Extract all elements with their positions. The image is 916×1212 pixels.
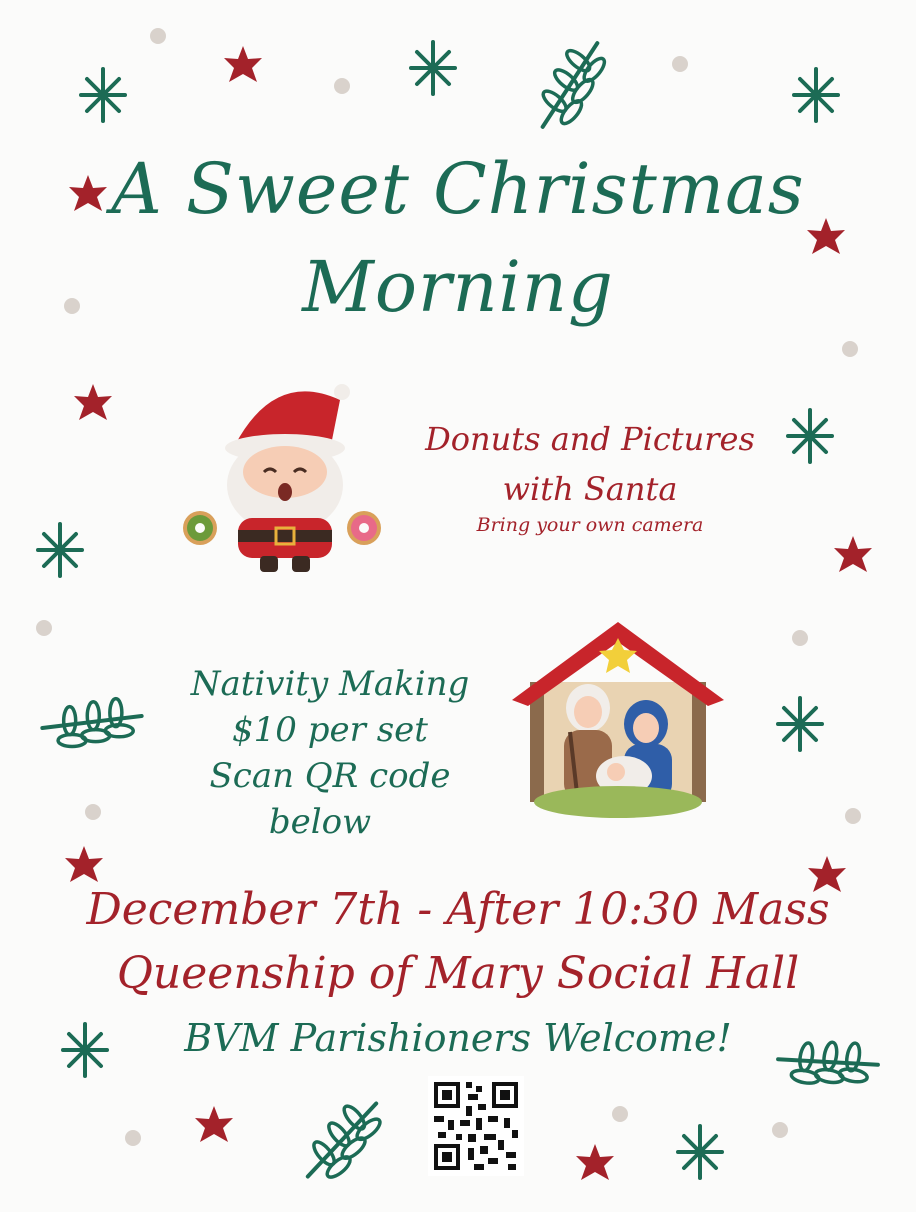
leaf-sprig-icon: [38, 672, 147, 777]
title-line-1: A Sweet Christmas: [111, 148, 805, 230]
sparkle-icon: [788, 410, 832, 462]
nativity-line-3: Scan QR code: [209, 756, 451, 796]
nativity-price: $10 per set: [232, 710, 428, 750]
camera-note: Bring your own camera: [476, 514, 704, 536]
nativity-line-4: below: [268, 802, 372, 842]
sparkle-icon: [794, 69, 838, 121]
sparkle-icon: [411, 42, 455, 94]
event-location: Queenship of Mary Social Hall: [116, 948, 800, 999]
nativity-stable-illustration: [512, 622, 724, 818]
donuts-heading-line-2: with Santa: [502, 470, 678, 508]
leaf-sprig-icon: [520, 37, 623, 134]
sparkle-icon: [81, 69, 125, 121]
welcome-message: BVM Parishioners Welcome!: [184, 1016, 732, 1060]
donuts-heading-line-1: Donuts and Pictures: [425, 420, 755, 458]
santa-with-donuts-illustration: [180, 380, 390, 580]
nativity-line-1: Nativity Making: [190, 664, 470, 704]
red-star-icon: [74, 384, 112, 420]
red-star-icon: [224, 46, 262, 82]
qr-code: [428, 1076, 524, 1176]
title-line-2: Morning: [302, 246, 614, 328]
red-star-icon: [65, 846, 103, 882]
red-star-icon: [195, 1106, 233, 1142]
leaf-sprig-icon: [297, 1098, 392, 1185]
red-star-icon: [834, 536, 872, 572]
sparkle-icon: [678, 1126, 722, 1178]
red-star-icon: [576, 1144, 614, 1180]
sparkle-icon: [38, 524, 82, 576]
event-date-time: December 7th - After 10:30 Mass: [86, 884, 830, 935]
sparkle-icon: [778, 698, 822, 750]
